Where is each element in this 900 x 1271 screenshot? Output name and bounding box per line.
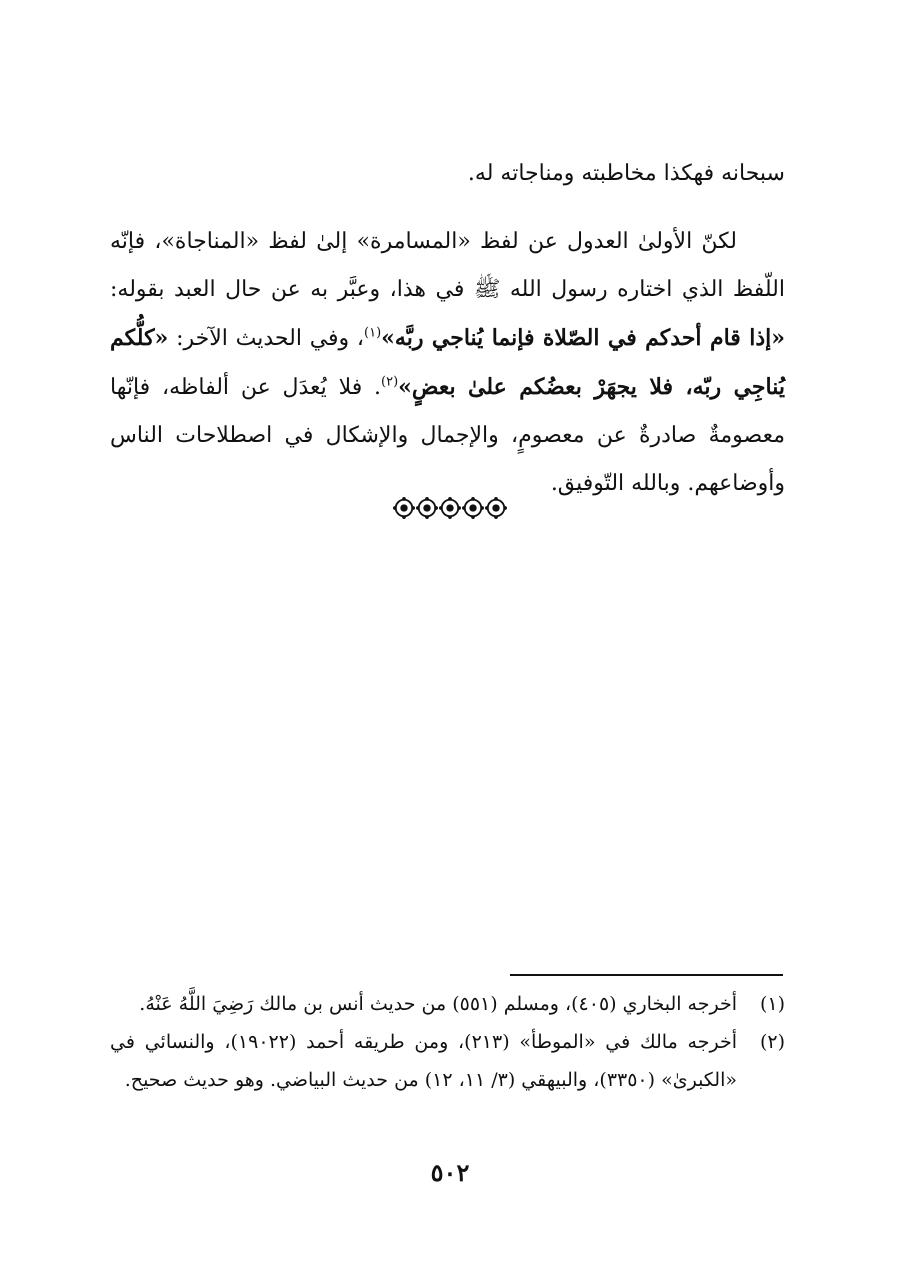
ornament-rosette-icon [485,497,507,519]
footnote-number: (١) [759,993,785,1015]
hadith-quote-1: «إذا قام أحدكم في الصّلاة فإنما يُناجي ربَّه» [381,325,785,351]
ornament-rosette-icon [416,497,438,519]
footnote-divider [510,974,783,976]
main-text [110,150,785,508]
section-ornament [380,490,520,526]
footnote-text: أخرجه البخاري (٤٠٥)، ومسلم (٥٥١) من حديث أنس بن مالك رَضِيَ اللَّهُ عَنْهُ. [139,993,737,1015]
footnote-1 [110,985,785,1023]
ornament-rosette-icon [462,497,484,519]
footnote-ref-2[interactable]: (٢) [381,374,399,390]
ornament-rosette-icon [393,497,415,519]
footnote-ref-1[interactable]: (١) [364,325,382,341]
text-segment: . فلا يُعدَل عن ألفاظه، فإنّها معصومةٌ صادرةٌ عن معصومٍ، والإجمال والإشكال في اصطلاحات الناس وأوضاعهم. وبالله التّوفيق. [110,375,785,496]
text-segment: ، وفي الحديث الآخر: [168,326,365,351]
footnote-number: (٢) [759,1031,785,1053]
ornament-rosette-icon [439,497,461,519]
footnote-text: أخرجه مالك في «الموطأ» (٢١٣)، ومن طريقه أحمد (١٩٠٢٢)، والنسائي في «الكبرىٰ» (٣٣٥٠)، والبيهقي (٣/ ١١، ١٢) من حديث البياضي. وهو حديث صحيح. [110,1031,737,1091]
footnote-2 [110,1023,785,1099]
footnotes [110,985,785,1099]
text-segment: لكنّ الأولىٰ العدول عن لفظ «المسامرة» إلىٰ لفظ «المناجاة»، فإنّه اللّفظ الذي اختاره رسول الله ﷺ في هذا، وعبَّر به عن حال العبد بقوله: [110,229,785,302]
hadith-quote-2: «كلُّكم يُناجِي ربّه، فلا يجهَرْ بعضُكم علىٰ بعضٍ» [110,325,785,400]
page-number: ٥٠٢ [430,1158,470,1187]
paragraph-main [110,218,785,508]
paragraph-continuation: سبحانه فهكذا مخاطبته ومناجاته له. [467,161,785,186]
